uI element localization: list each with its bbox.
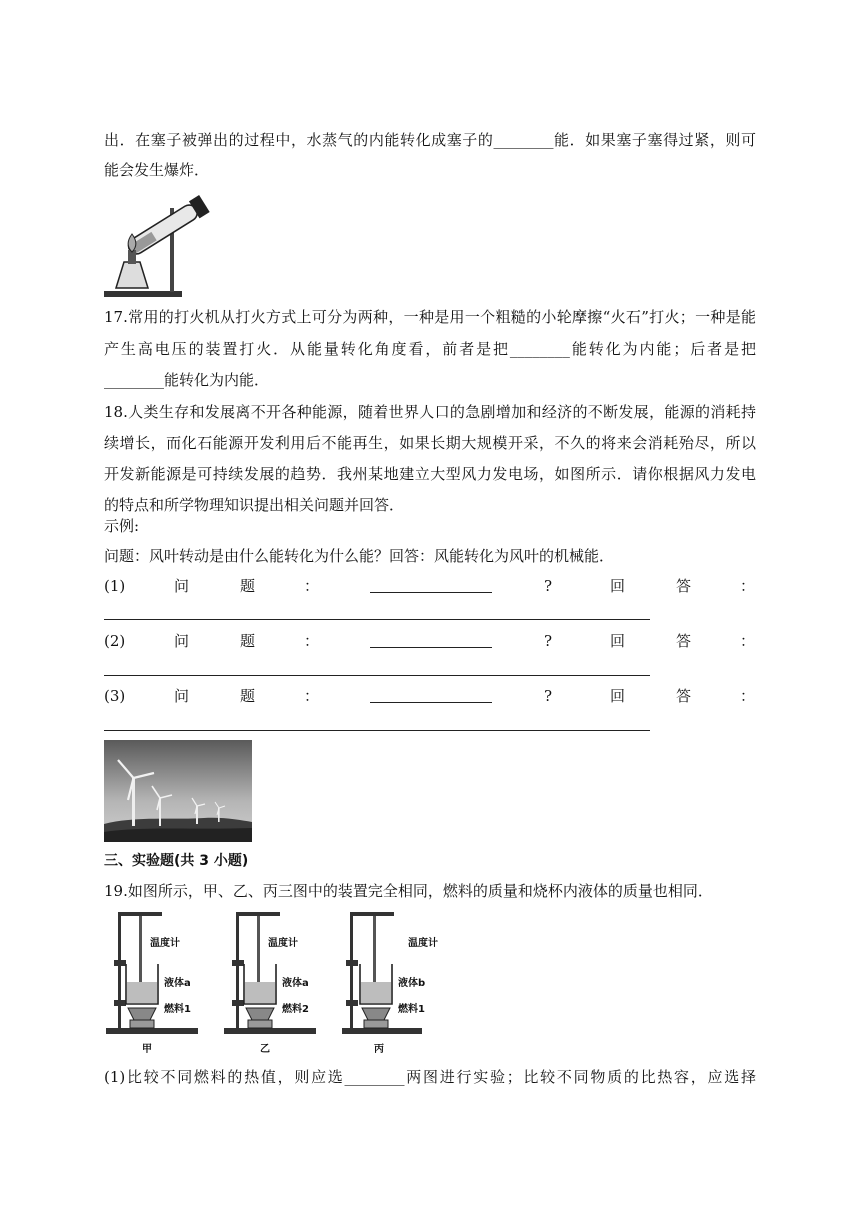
q18-line-4: 的特点和所学物理知识提出相关问题并回答． bbox=[104, 496, 405, 514]
figure-caption: 乙 bbox=[260, 1044, 270, 1055]
question-mark: ? bbox=[544, 687, 553, 705]
answer-colon: ： bbox=[740, 577, 756, 595]
row-number: (1) bbox=[104, 577, 126, 595]
q16-line-1: 出．在塞子被弹出的过程中，水蒸气的内能转化成塞子的________能．如果塞子塞得过紧，则可 bbox=[104, 131, 756, 149]
answer-char-1: 回 bbox=[610, 577, 626, 595]
answer-char-2: 答 bbox=[676, 632, 692, 650]
q17-line-1: 17.常用的打火机从打火方式上可分为两种，一种是用一个粗糙的小轮摩擦“火石”打火；一种是能 bbox=[104, 308, 756, 326]
wind-farm-photo bbox=[104, 740, 252, 842]
figure-caption: 甲 bbox=[142, 1044, 152, 1055]
q16-line-2: 能会发生爆炸． bbox=[104, 161, 210, 179]
liquid-label: 液体a bbox=[282, 978, 309, 989]
q19-sub-1: (1)比较不同燃料的热值，则应选________两图进行实验；比较不同物质的比热容，应选择 bbox=[104, 1068, 756, 1086]
question-char-1: 问 bbox=[174, 632, 190, 650]
question-char-2: 题 bbox=[240, 632, 256, 650]
q18-line-3: 开发新能源是可持续发展的趋势．我州某地建立大型风力发电场，如图所示．请你根据风力发电 bbox=[104, 465, 756, 483]
row-number: (2) bbox=[104, 632, 126, 650]
answer-char-1: 回 bbox=[610, 632, 626, 650]
q18-line-2: 续增长，而化石能源开发利用后不能再生，如果长期大规模开采，不久的将来会消耗殆尽，所以 bbox=[104, 434, 756, 452]
question-blank-1[interactable] bbox=[370, 592, 492, 593]
q18-example-label: 示例: bbox=[104, 517, 140, 535]
liquid-label: 液体a bbox=[164, 978, 191, 989]
question-blank-3[interactable] bbox=[370, 702, 492, 703]
answer-blank-1[interactable] bbox=[104, 619, 650, 620]
section-heading: 三、实验题(共 3 小题) bbox=[104, 853, 249, 869]
apparatus-yi bbox=[224, 912, 316, 1055]
q18-answer-row-2 bbox=[104, 631, 756, 651]
apparatus-jia bbox=[106, 912, 198, 1055]
fuel-label: 燃料1 bbox=[164, 1004, 191, 1015]
row-number: (3) bbox=[104, 687, 126, 705]
q18-answer-row-1 bbox=[104, 576, 756, 596]
question-colon: ： bbox=[304, 632, 320, 650]
answer-char-1: 回 bbox=[610, 687, 626, 705]
question-char-1: 问 bbox=[174, 687, 190, 705]
question-char-2: 题 bbox=[240, 687, 256, 705]
q19-apparatus-figures bbox=[102, 908, 442, 1058]
steam-test-tube-figure bbox=[102, 190, 218, 300]
q17-line-3: ________能转化为内能． bbox=[104, 371, 270, 389]
answer-char-2: 答 bbox=[676, 687, 692, 705]
answer-blank-2[interactable] bbox=[104, 675, 650, 676]
question-mark: ? bbox=[544, 577, 553, 595]
question-char-1: 问 bbox=[174, 577, 190, 595]
answer-blank-3[interactable] bbox=[104, 730, 650, 731]
answer-char-2: 答 bbox=[676, 577, 692, 595]
answer-colon: ： bbox=[740, 687, 756, 705]
q18-answer-row-3 bbox=[104, 686, 756, 706]
thermometer-label: 温度计 bbox=[150, 938, 180, 949]
fuel-label: 燃料1 bbox=[398, 1004, 425, 1015]
q17-line-2: 产生高电压的装置打火．从能量转化角度看，前者是把________能转化为内能；后者是把 bbox=[104, 340, 756, 358]
q18-line-1: 18.人类生存和发展离不开各种能源，随着世界人口的急剧增加和经济的不断发展，能源的消耗持 bbox=[104, 403, 756, 421]
liquid-label: 液体b bbox=[398, 978, 426, 989]
question-colon: ： bbox=[304, 687, 320, 705]
thermometer-label: 温度计 bbox=[268, 938, 298, 949]
answer-colon: ： bbox=[740, 632, 756, 650]
question-mark: ? bbox=[544, 632, 553, 650]
question-blank-2[interactable] bbox=[370, 647, 492, 648]
q19-line-1: 19.如图所示，甲、乙、丙三图中的装置完全相同，燃料的质量和烧杯内液体的质量也相同． bbox=[104, 882, 713, 900]
q18-example: 问题：风叶转动是由什么能转化为什么能？回答：风能转化为风叶的机械能． bbox=[104, 547, 615, 565]
figure-caption: 丙 bbox=[374, 1044, 384, 1055]
fuel-label: 燃料2 bbox=[282, 1004, 309, 1015]
question-colon: ： bbox=[304, 577, 320, 595]
thermometer-label: 温度计 bbox=[408, 938, 438, 949]
question-char-2: 题 bbox=[240, 577, 256, 595]
apparatus-bing bbox=[342, 912, 438, 1055]
